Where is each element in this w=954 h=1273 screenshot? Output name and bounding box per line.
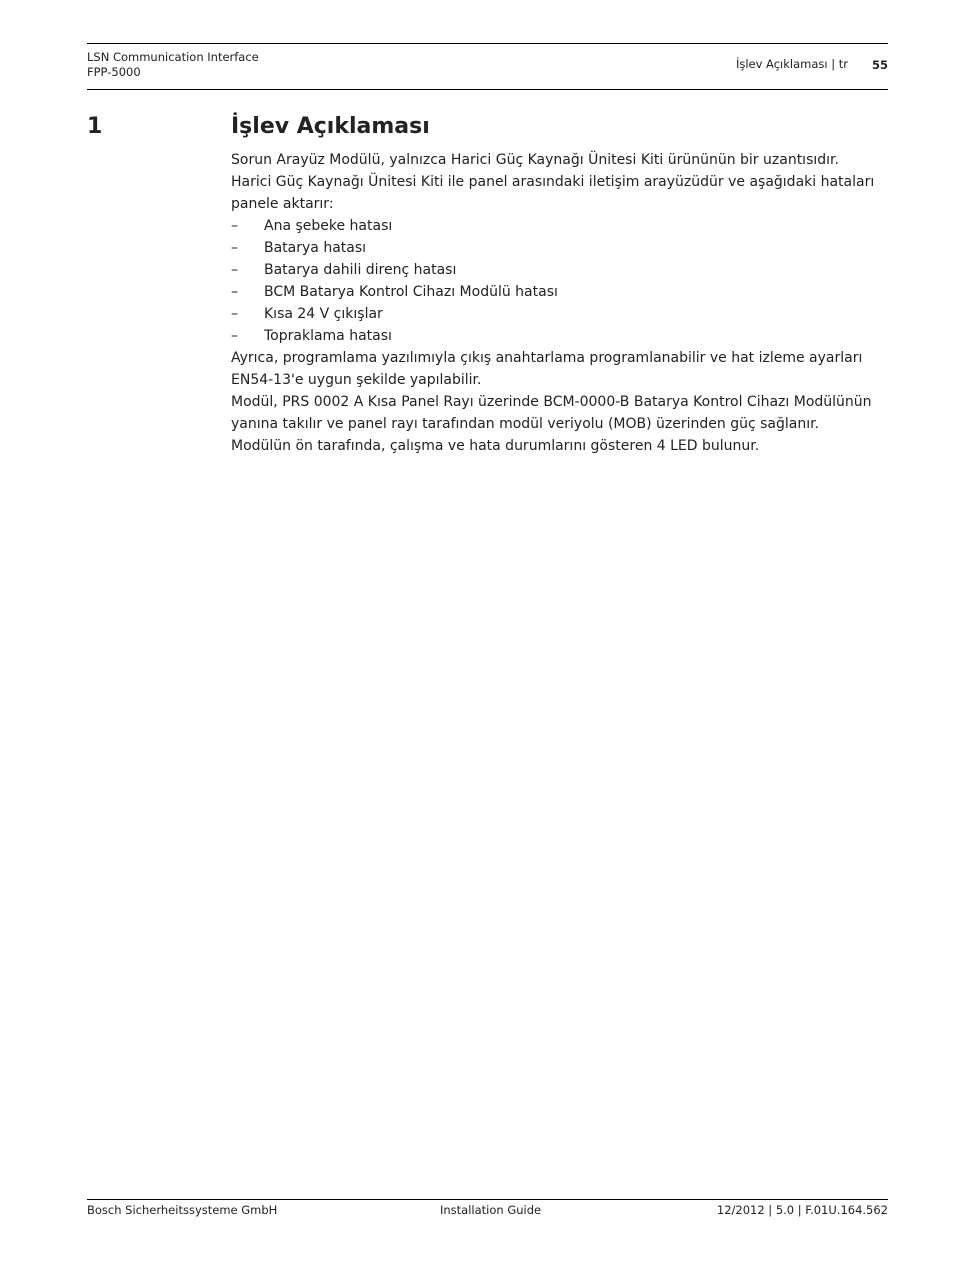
footer-version: 12/2012 | 5.0 | F.01U.164.562 xyxy=(716,1203,888,1217)
dash-bullet: – xyxy=(231,240,238,256)
document-title: LSN Communication Interface xyxy=(87,50,259,64)
dash-bullet: – xyxy=(231,306,238,322)
list-item xyxy=(231,215,881,237)
footer-company: Bosch Sicherheitssysteme GmbH xyxy=(87,1203,278,1217)
header-bottom-rule xyxy=(87,89,888,90)
chapter-number: 1 xyxy=(87,114,103,139)
list-item-text: Batarya hatası xyxy=(264,240,367,256)
list-item xyxy=(231,259,881,281)
chapter-title: İşlev Açıklaması xyxy=(231,114,430,139)
fault-list xyxy=(231,215,881,347)
programming-paragraph: Ayrıca, programlama yazılımıyla çıkış anahtarlama programlanabilir ve hat izleme ayarları EN54-13'e uygun şekilde yapılabilir. xyxy=(231,350,863,388)
dash-bullet: – xyxy=(231,218,238,234)
list-item xyxy=(231,325,881,347)
installation-paragraph: Modül, PRS 0002 A Kısa Panel Rayı üzerinde BCM-0000-B Batarya Kontrol Cihazı Modülünün yanına takılır ve panel rayı tarafından modül veriyolu (MOB) üzerinden güç sağlanır. Modülün ön tarafında, çalışma ve hata durumlarını gösteren 4 LED bulunur. xyxy=(231,394,872,454)
intro-paragraph: Sorun Arayüz Modülü, yalnızca Harici Güç Kaynağı Ünitesi Kiti ürününün bir uzantısıdır. Harici Güç Kaynağı Ünitesi Kiti ile panel arasındaki iletişim arayüzüdür ve aşağıdaki hataları panele aktarır: xyxy=(231,152,875,212)
footer-rule xyxy=(87,1199,888,1200)
list-item-text: Ana şebeke hatası xyxy=(264,218,393,234)
list-item-text: BCM Batarya Kontrol Cihazı Modülü hatası xyxy=(264,284,558,300)
list-item xyxy=(231,303,881,325)
section-reference: İşlev Açıklaması | tr xyxy=(735,57,848,71)
header-top-rule xyxy=(87,43,888,44)
list-item xyxy=(231,281,881,303)
dash-bullet: – xyxy=(231,328,238,344)
document-model: FPP-5000 xyxy=(87,65,141,79)
dash-bullet: – xyxy=(231,262,238,278)
list-item xyxy=(231,237,881,259)
dash-bullet: – xyxy=(231,284,238,300)
list-item-text: Kısa 24 V çıkışlar xyxy=(264,306,383,322)
list-item-text: Batarya dahili direnç hatası xyxy=(264,262,457,278)
chapter-body xyxy=(231,149,881,457)
list-item-text: Topraklama hatası xyxy=(264,328,392,344)
page-number: 55 xyxy=(871,58,888,72)
footer-document-type: Installation Guide xyxy=(440,1203,542,1217)
